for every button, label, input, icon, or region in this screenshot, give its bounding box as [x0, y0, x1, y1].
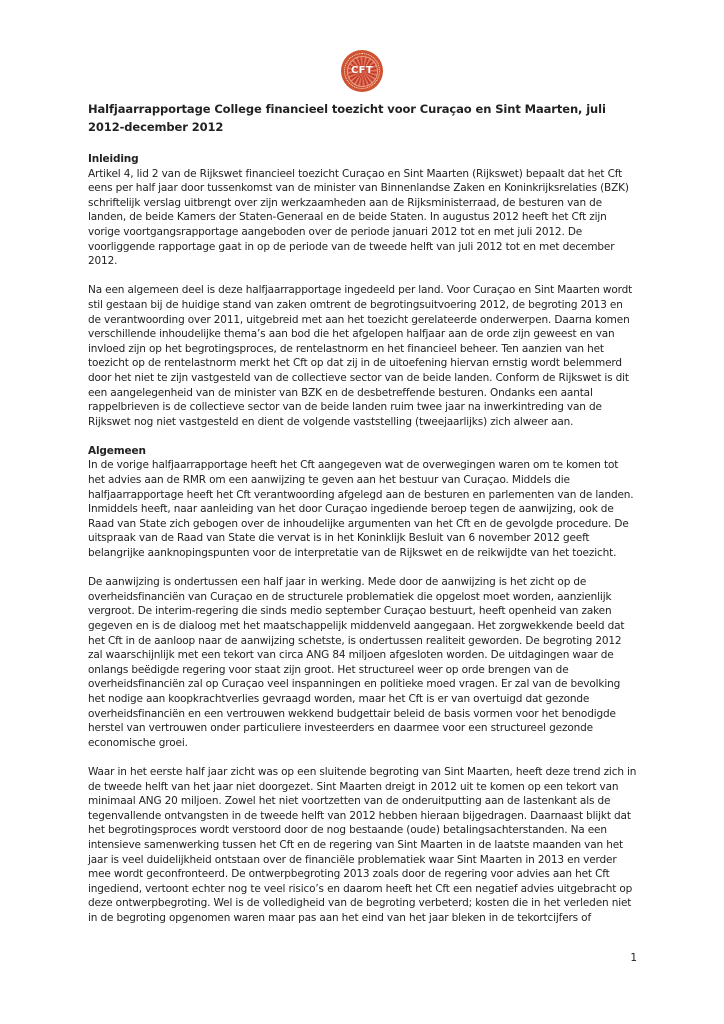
section-heading-inleiding: Inleiding: [88, 153, 139, 165]
section-algemeen: [88, 444, 637, 926]
cft-logo: [341, 50, 383, 92]
section-inleiding: [88, 152, 637, 429]
page-number: 1: [630, 952, 637, 964]
section-heading-algemeen: Algemeen: [88, 444, 146, 457]
document-content: [0, 100, 724, 925]
cft-logo-sunburst-icon: [347, 56, 378, 87]
paragraph: Artikel 4, lid 2 van de Rijkswet financieel toezicht Curaçao en Sint Maarten (Rijkswet) bepaalt dat het Cft eens per half jaar door tussenkomst van de minister van Binnenlandse Zaken en Koninkrijksrelaties (BZK) schriftelijk verslag uitbrengt over zijn werkzaamheden aan de Rijksministerraad, de besturen van de landen, de beide Kamers der Staten-Generaal en de beide Staten. In augustus 2012 heeft het Cft zijn vorige voortgangsrapportage aangeboden over de periode januari 2012 tot en met juli 2012. De voorliggende rapportage gaat in op de periode van de tweede helft van juli 2012 tot en met december 2012.: [88, 167, 629, 268]
paragraph: Waar in het eerste half jaar zicht was op een sluitende begroting van Sint Maarten, heeft deze trend zich in de tweede helft van het jaar niet doorgezet. Sint Maarten dreigt in 2012 uit te komen op een tekort van minimaal ANG 20 miljoen. Zowel het niet voortzetten van de onderuitputting aan de lastenkant als de tegenvallende ontvangsten in de tweede helft van 2012 hebben hieraan bijgedragen. Daarnaast blijkt dat het begrotingsproces wordt verstoord door de nog bestaande (oude) betalingsachterstanden. Na een intensieve samenwerking tussen het Cft en de regering van Sint Maarten in de laatste maanden van het jaar is veel duidelijkheid ontstaan over de financiële problematiek waar Sint Maarten in 2013 en verder mee wordt geconfronteerd. De ontwerpbegroting 2013 zoals door de regering voor advies aan het Cft ingediend, vertoont echter nog te veel risico’s en daarom heeft het Cft een negatief advies uitgebracht op deze ontwerpbegroting. Wel is de volledigheid van de begroting verbeterd; kosten die in het verleden niet in de begroting opgenomen waren maar pas aan het eind van het jaar bleken in de tekortcijfers of: [88, 765, 637, 924]
cft-logo-text: CFT: [351, 65, 373, 76]
paragraph: De aanwijzing is ondertussen een half jaar in werking. Mede door de aanwijzing is het zicht op de overheidsfinanciën van Curaçao en de structurele problematiek die opgelost moet worden, aanzienlijk vergroot. De interim-regering die sinds medio september Curaçao bestuurt, heeft openheid van zaken gegeven en is de dialoog met het maatschappelijk middenveld aangegaan. Het zorgwekkende beeld dat het Cft in de aanloop naar de aanwijzing schetste, is ondertussen realiteit geworden. De begroting 2012 zal waarschijnlijk met een tekort van circa ANG 84 miljoen afgesloten worden. De uitdagingen waar de onlangs beëdigde regering voor staat zijn groot. Het structureel weer op orde brengen van de overheidsfinanciën zal op Curaçao veel inspanningen en politieke moed vragen. Er zal van de bevolking het nodige aan koopkrachtverlies gevraagd worden, maar het Cft is er van overtuigd dat gezonde overheidsfinanciën en een vertrouwen wekkend budgettair beleid de basis vormen voor het benodigde herstel van vertrouwen onder particuliere investeerders en daarmee voor een structureel gezonde economische groei.: [88, 576, 625, 749]
paragraph: In de vorige halfjaarrapportage heeft het Cft aangegeven wat de overwegingen waren om te komen tot het advies aan de RMR om een aanwijzing te geven aan het bestuur van Curaçao. Middels die halfjaarrapportage heeft het Cft verantwoording afgelegd aan de besturen en parlementen van de landen. Inmiddels heeft, naar aanleiding van het door Curaçao ingediende beroep tegen de aanwijzing, ook de Raad van State zich gebogen over de inhoudelijke argumenten van het Cft en de gevolgde procedure. De uitspraak van de Raad van State die vervat is in het Koninklijk Besluit van 6 november 2012 geeft belangrijke aanknopingspunten voor de interpretatie van de Rijkswet en de reikwijdte van het toezicht.: [88, 459, 634, 560]
document-title: Halfjaarrapportage College financieel toezicht voor Curaçao en Sint Maarten, juli 2012-december 2012: [88, 102, 606, 134]
paragraph: Na een algemeen deel is deze halfjaarrapportage ingedeeld per land. Voor Curaçao en Sint Maarten wordt stil gestaan bij de huidige stand van zaken omtrent de begrotingsuitvoering 2012, de begroting 2013 en de verantwoording over 2011, uitgebreid met aan het toezicht gerelateerde onderwerpen. Daarna komen verschillende inhoudelijke thema’s aan bod die het afgelopen halfjaar aan de orde zijn geweest en van invloed zijn op het begrotingsproces, de rentelastnorm en het financieel beheer. Ten aanzien van het toezicht op de rentelastnorm merkt het Cft op dat zij in de uitoefening hiervan ernstig wordt belemmerd door het niet te zijn vastgesteld van de collectieve sector van de beide landen. Conform de Rijkswet is dit een aangelegenheid van de minister van BZK en de desbetreffende besturen. Ondanks een aantal rappelbrieven is de collectieve sector van de beide landen ruim twee jaar na inwerkintreding van de Rijkswet nog niet vastgesteld en dient de volgende vaststelling (tweejaarlijks) zich alweer aan.: [88, 284, 633, 428]
